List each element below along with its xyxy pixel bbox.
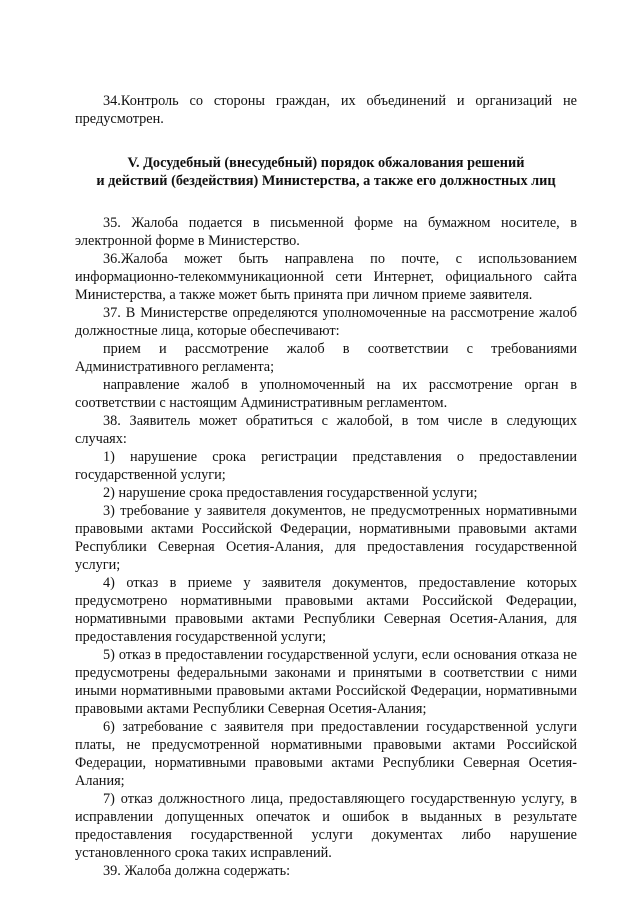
paragraph-38: 38. Заявитель может обратиться с жалобой, в том числе в следующих случаях: [75,413,577,447]
section-body [75,214,577,880]
paragraph-35: 35. Жалоба подается в письменной форме на бумажном носителе, в электронной форме в Министерство. [75,215,577,249]
paragraph-37-item-reception: прием и рассмотрение жалоб в соответствии с требованиями Административного регламента; [75,341,577,375]
paragraph-38-item-5: 5) отказ в предоставлении государственной услуги, если основания отказа не предусмотрены федеральными законами и принятыми в соответствии с ними иными нормативными правовыми актами Российской Федерации, нормативными правовыми актами Республики Северная Осетия-Алания; [75,647,577,717]
paragraph-37-item-forwarding: направление жалоб в уполномоченный на их рассмотрение орган в соответствии с настоящим Административным регламентом. [75,377,577,411]
document-page [75,92,577,880]
paragraph-36: 36.Жалоба может быть направлена по почте, с использованием информационно-телекоммуникационной сети Интернет, официального сайта Министерства, а также может быть принята при личном приеме заявителя. [75,251,577,303]
paragraph-39: 39. Жалоба должна содержать: [103,863,291,879]
paragraph-38-item-2: 2) нарушение срока предоставления государственной услуги; [103,485,478,501]
paragraph-37: 37. В Министерстве определяются уполномоченные на рассмотрение жалоб должностные лица, которые обеспечивают: [75,305,577,339]
section-heading-line-2: и действий (бездействия) Министерства, а также его должностных лиц [96,173,556,189]
paragraph-34: 34.Контроль со стороны граждан, их объединений и организаций не предусмотрен. [75,93,577,127]
paragraph-38-item-1: 1) нарушение срока регистрации представления о предоставлении государственной услуги; [75,449,577,483]
paragraph-38-item-6: 6) затребование с заявителя при предоставлении государственной услуги платы, не предусмотренной нормативными правовыми актами Российской Федерации, нормативными правовыми актами Республики Северная Осетия-Алания; [75,719,577,789]
section-heading [75,154,577,190]
paragraph-38-item-4: 4) отказ в приеме у заявителя документов, предоставление которых предусмотрено нормативными правовыми актами Российской Федерации, нормативными правовыми актами Республики Северная Осетия-Алания, для предоставления государственной услуги; [75,575,577,645]
paragraph-38-item-3: 3) требование у заявителя документов, не предусмотренных нормативными правовыми актами Российской Федерации, нормативными правовыми актами Республики Северная Осетия-Алания, для предоставления государственной услуги; [75,503,577,573]
paragraph-38-item-7: 7) отказ должностного лица, предоставляющего государственную услугу, в исправлении допущенных опечаток и ошибок в выданных в результате предоставления государственной услуги документах либо нарушение установленного срока таких исправлений. [75,791,577,861]
section-heading-line-1: V. Досудебный (внесудебный) порядок обжалования решений [127,155,525,171]
